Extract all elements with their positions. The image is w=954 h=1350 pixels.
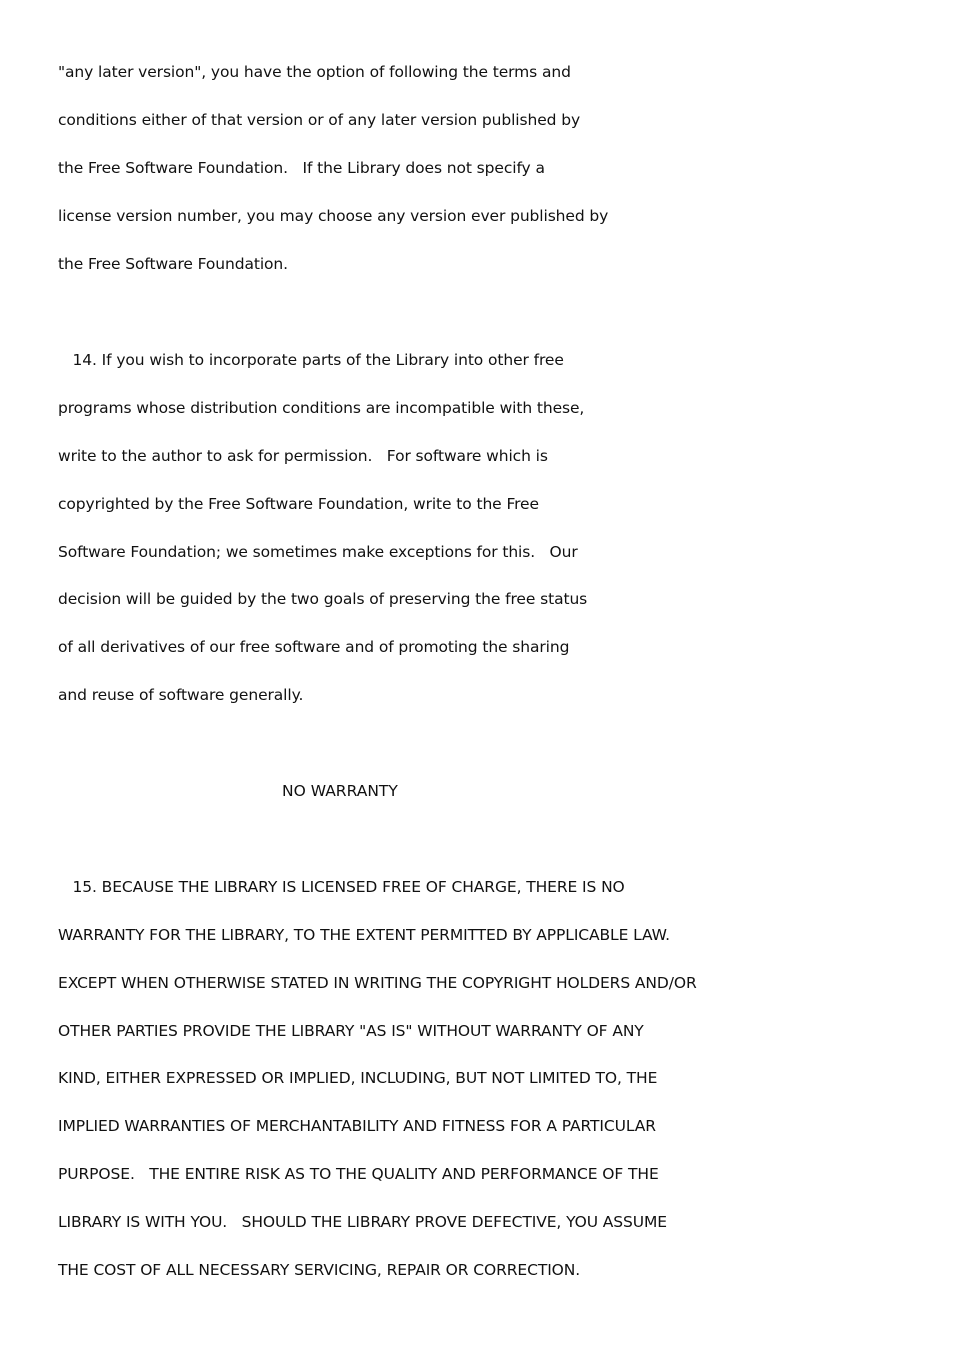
paragraph-15-line: LIBRARY IS WITH YOU. SHOULD THE LIBRARY PROVE DEFECTIVE, YOU ASSUME xyxy=(58,1213,667,1231)
paragraph-13-line: license version number, you may choose any version ever published by xyxy=(58,207,609,225)
paragraph-13-line: the Free Software Foundation. If the Library does not specify a xyxy=(58,159,545,177)
paragraph-14-line: write to the author to ask for permission. For software which is xyxy=(58,447,548,465)
paragraph-14-line: programs whose distribution conditions are incompatible with these, xyxy=(58,399,585,417)
paragraph-13-line: conditions either of that version or of any later version published by xyxy=(58,111,581,129)
paragraph-15-line: OTHER PARTIES PROVIDE THE LIBRARY "AS IS" WITHOUT WARRANTY OF ANY xyxy=(58,1022,644,1040)
paragraph-14-line: Software Foundation; we sometimes make exceptions for this. Our xyxy=(58,543,578,561)
paragraph-14-line: copyrighted by the Free Software Foundation, write to the Free xyxy=(58,495,539,513)
paragraph-14-line: and reuse of software generally. xyxy=(58,686,304,704)
paragraph-15-line: IMPLIED WARRANTIES OF MERCHANTABILITY AND FITNESS FOR A PARTICULAR xyxy=(58,1117,656,1135)
paragraph-15-line: KIND, EITHER EXPRESSED OR IMPLIED, INCLUDING, BUT NOT LIMITED TO, THE xyxy=(58,1069,658,1087)
paragraph-14-line: of all derivatives of our free software and of promoting the sharing xyxy=(58,638,570,656)
paragraph-15-line: 15. BECAUSE THE LIBRARY IS LICENSED FREE OF CHARGE, THERE IS NO xyxy=(58,878,625,896)
paragraph-15-line: EXCEPT WHEN OTHERWISE STATED IN WRITING THE COPYRIGHT HOLDERS AND/OR xyxy=(58,974,697,992)
section-heading: NO WARRANTY xyxy=(282,782,398,800)
paragraph-15-line: PURPOSE. THE ENTIRE RISK AS TO THE QUALITY AND PERFORMANCE OF THE xyxy=(58,1165,659,1183)
paragraph-13-line: the Free Software Foundation. xyxy=(58,255,288,273)
paragraph-13-line: "any later version", you have the option of following the terms and xyxy=(58,63,571,81)
paragraph-14-line: 14. If you wish to incorporate parts of the Library into other free xyxy=(58,351,564,369)
paragraph-14-line: decision will be guided by the two goals of preserving the free status xyxy=(58,590,588,608)
paragraph-15-line: WARRANTY FOR THE LIBRARY, TO THE EXTENT PERMITTED BY APPLICABLE LAW. xyxy=(58,926,670,944)
paragraph-15-line: THE COST OF ALL NECESSARY SERVICING, REPAIR OR CORRECTION. xyxy=(58,1261,581,1279)
